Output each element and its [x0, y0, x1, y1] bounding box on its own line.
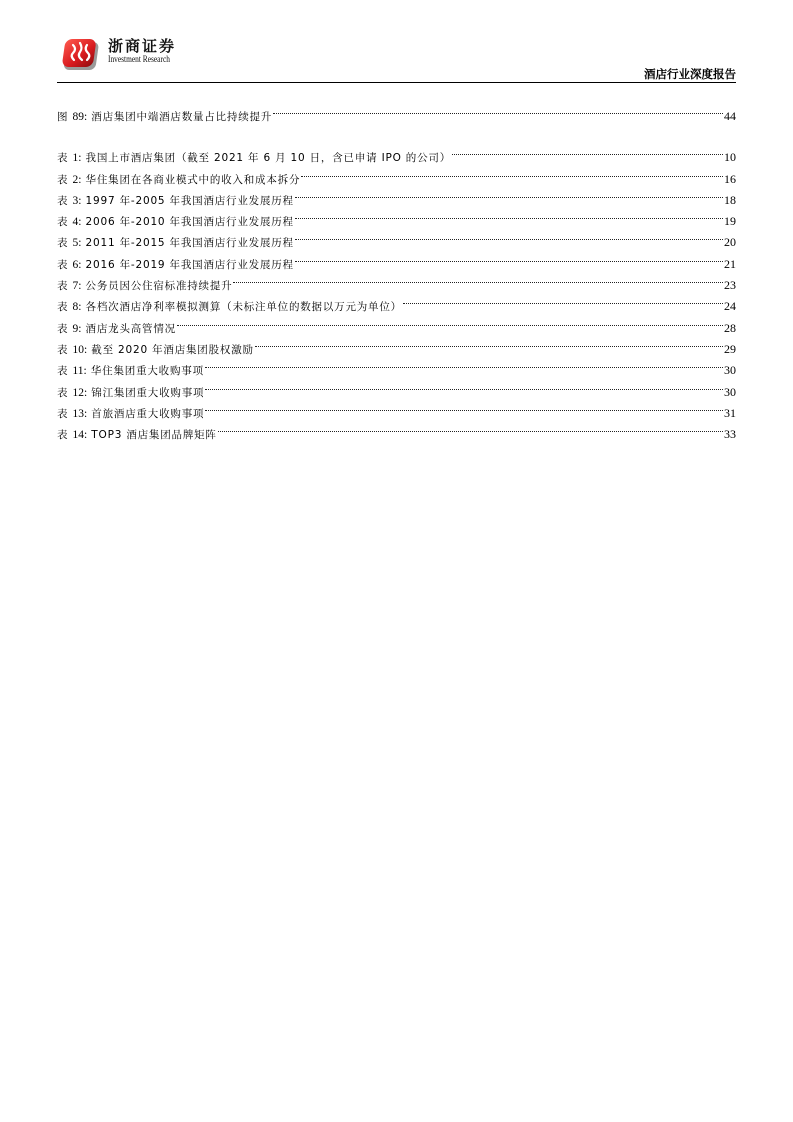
page-header: [0, 0, 793, 90]
toc-page-number: 33: [724, 427, 736, 442]
toc-entry-figure-89[interactable]: [57, 99, 736, 124]
dot-leader: [255, 332, 723, 353]
toc-entry-table-13[interactable]: [57, 396, 736, 420]
dot-leader: [205, 353, 723, 374]
dot-leader: [177, 310, 723, 331]
dot-leader: [452, 140, 723, 161]
toc-entry-table-7[interactable]: [57, 268, 736, 293]
toc-page-number: 16: [724, 171, 736, 186]
toc-entry-label: 表 10: 截至 2020 年酒店集团股权激励: [57, 343, 254, 356]
toc-entry-label: 表 3: 1997 年-2005 年我国酒店行业发展历程: [57, 194, 294, 207]
toc-page-number: 30: [724, 363, 736, 378]
toc-entry-label: 表 9: 酒店龙头高管情况: [57, 322, 176, 335]
zheshang-securities-logo-icon: [62, 36, 102, 72]
header-divider: [57, 82, 736, 83]
toc-entry-label: 图 89: 酒店集团中端酒店数量占比持续提升: [57, 111, 273, 124]
toc-entry-table-1[interactable]: [57, 140, 736, 165]
dot-leader: [205, 396, 723, 417]
dot-leader: [205, 374, 723, 395]
dot-leader: [295, 204, 723, 225]
toc-page-number: 30: [724, 384, 736, 399]
toc-entry-table-10[interactable]: [57, 332, 736, 356]
toc-entry-label: 表 6: 2016 年-2019 年我国酒店行业发展历程: [57, 258, 294, 271]
toc-entry-label: 表 4: 2006 年-2010 年我国酒店行业发展历程: [57, 216, 294, 229]
toc-entry-table-2[interactable]: [57, 161, 736, 186]
toc-entry-table-8[interactable]: [57, 289, 736, 314]
toc-page-number: 29: [724, 341, 736, 356]
dot-leader: [301, 161, 723, 182]
toc-entry-table-3[interactable]: [57, 183, 736, 207]
toc-entry-label: 表 5: 2011 年-2015 年我国酒店行业发展历程: [57, 237, 294, 250]
toc-entry-table-6[interactable]: [57, 246, 736, 271]
toc-entry-table-5[interactable]: [57, 225, 736, 250]
report-title: 酒店行业深度报告: [644, 67, 736, 81]
brand: [108, 38, 187, 66]
figure-index: [57, 99, 736, 124]
brand-name-en: Investment Research: [108, 55, 170, 65]
dot-leader: [403, 289, 723, 310]
toc-page-number: 19: [724, 214, 736, 229]
toc-entry-table-14[interactable]: [57, 417, 736, 442]
toc-page-number: 44: [724, 109, 736, 124]
toc-entry-label: 表 8: 各档次酒店净利率模拟测算（未标注单位的数据以万元为单位）: [57, 301, 402, 314]
dot-leader: [295, 225, 723, 246]
dot-leader: [233, 268, 723, 289]
toc-page-number: 28: [724, 320, 736, 335]
toc-page-number: 31: [724, 405, 736, 420]
dot-leader: [295, 183, 723, 204]
toc-entry-label: 表 1: 我国上市酒店集团（截至 2021 年 6 月 10 日，含已申请 IPO 的公司）: [57, 152, 452, 165]
toc-entry-table-4[interactable]: [57, 204, 736, 229]
toc-page-number: 23: [724, 278, 736, 293]
toc-entry-label: 表 12: 锦江集团重大收购事项: [57, 386, 205, 399]
table-index: [57, 140, 736, 442]
toc-entry-label: 表 11: 华住集团重大收购事项: [57, 365, 204, 378]
toc-entry-table-9[interactable]: [57, 310, 736, 335]
toc-entry-label: 表 13: 首旅酒店重大收购事项: [57, 407, 205, 420]
toc-entry-table-11[interactable]: [57, 353, 736, 378]
toc-entry-label: 表 7: 公务员因公住宿标准持续提升: [57, 280, 233, 293]
dot-leader: [273, 99, 723, 120]
toc-entry-table-12[interactable]: [57, 374, 736, 399]
brand-name-cn: 浙商证券: [108, 37, 177, 55]
toc-entry-label: 表 14: TOP3 酒店集团品牌矩阵: [57, 429, 217, 442]
toc-page-number: 21: [724, 256, 736, 271]
dot-leader: [218, 417, 723, 438]
dot-leader: [295, 246, 723, 267]
toc-page-number: 18: [724, 192, 736, 207]
toc-entry-label: 表 2: 华住集团在各商业模式中的收入和成本拆分: [57, 173, 301, 186]
toc-page-number: 24: [724, 299, 736, 314]
toc-page-number: 10: [724, 150, 736, 165]
toc-page-number: 20: [724, 235, 736, 250]
